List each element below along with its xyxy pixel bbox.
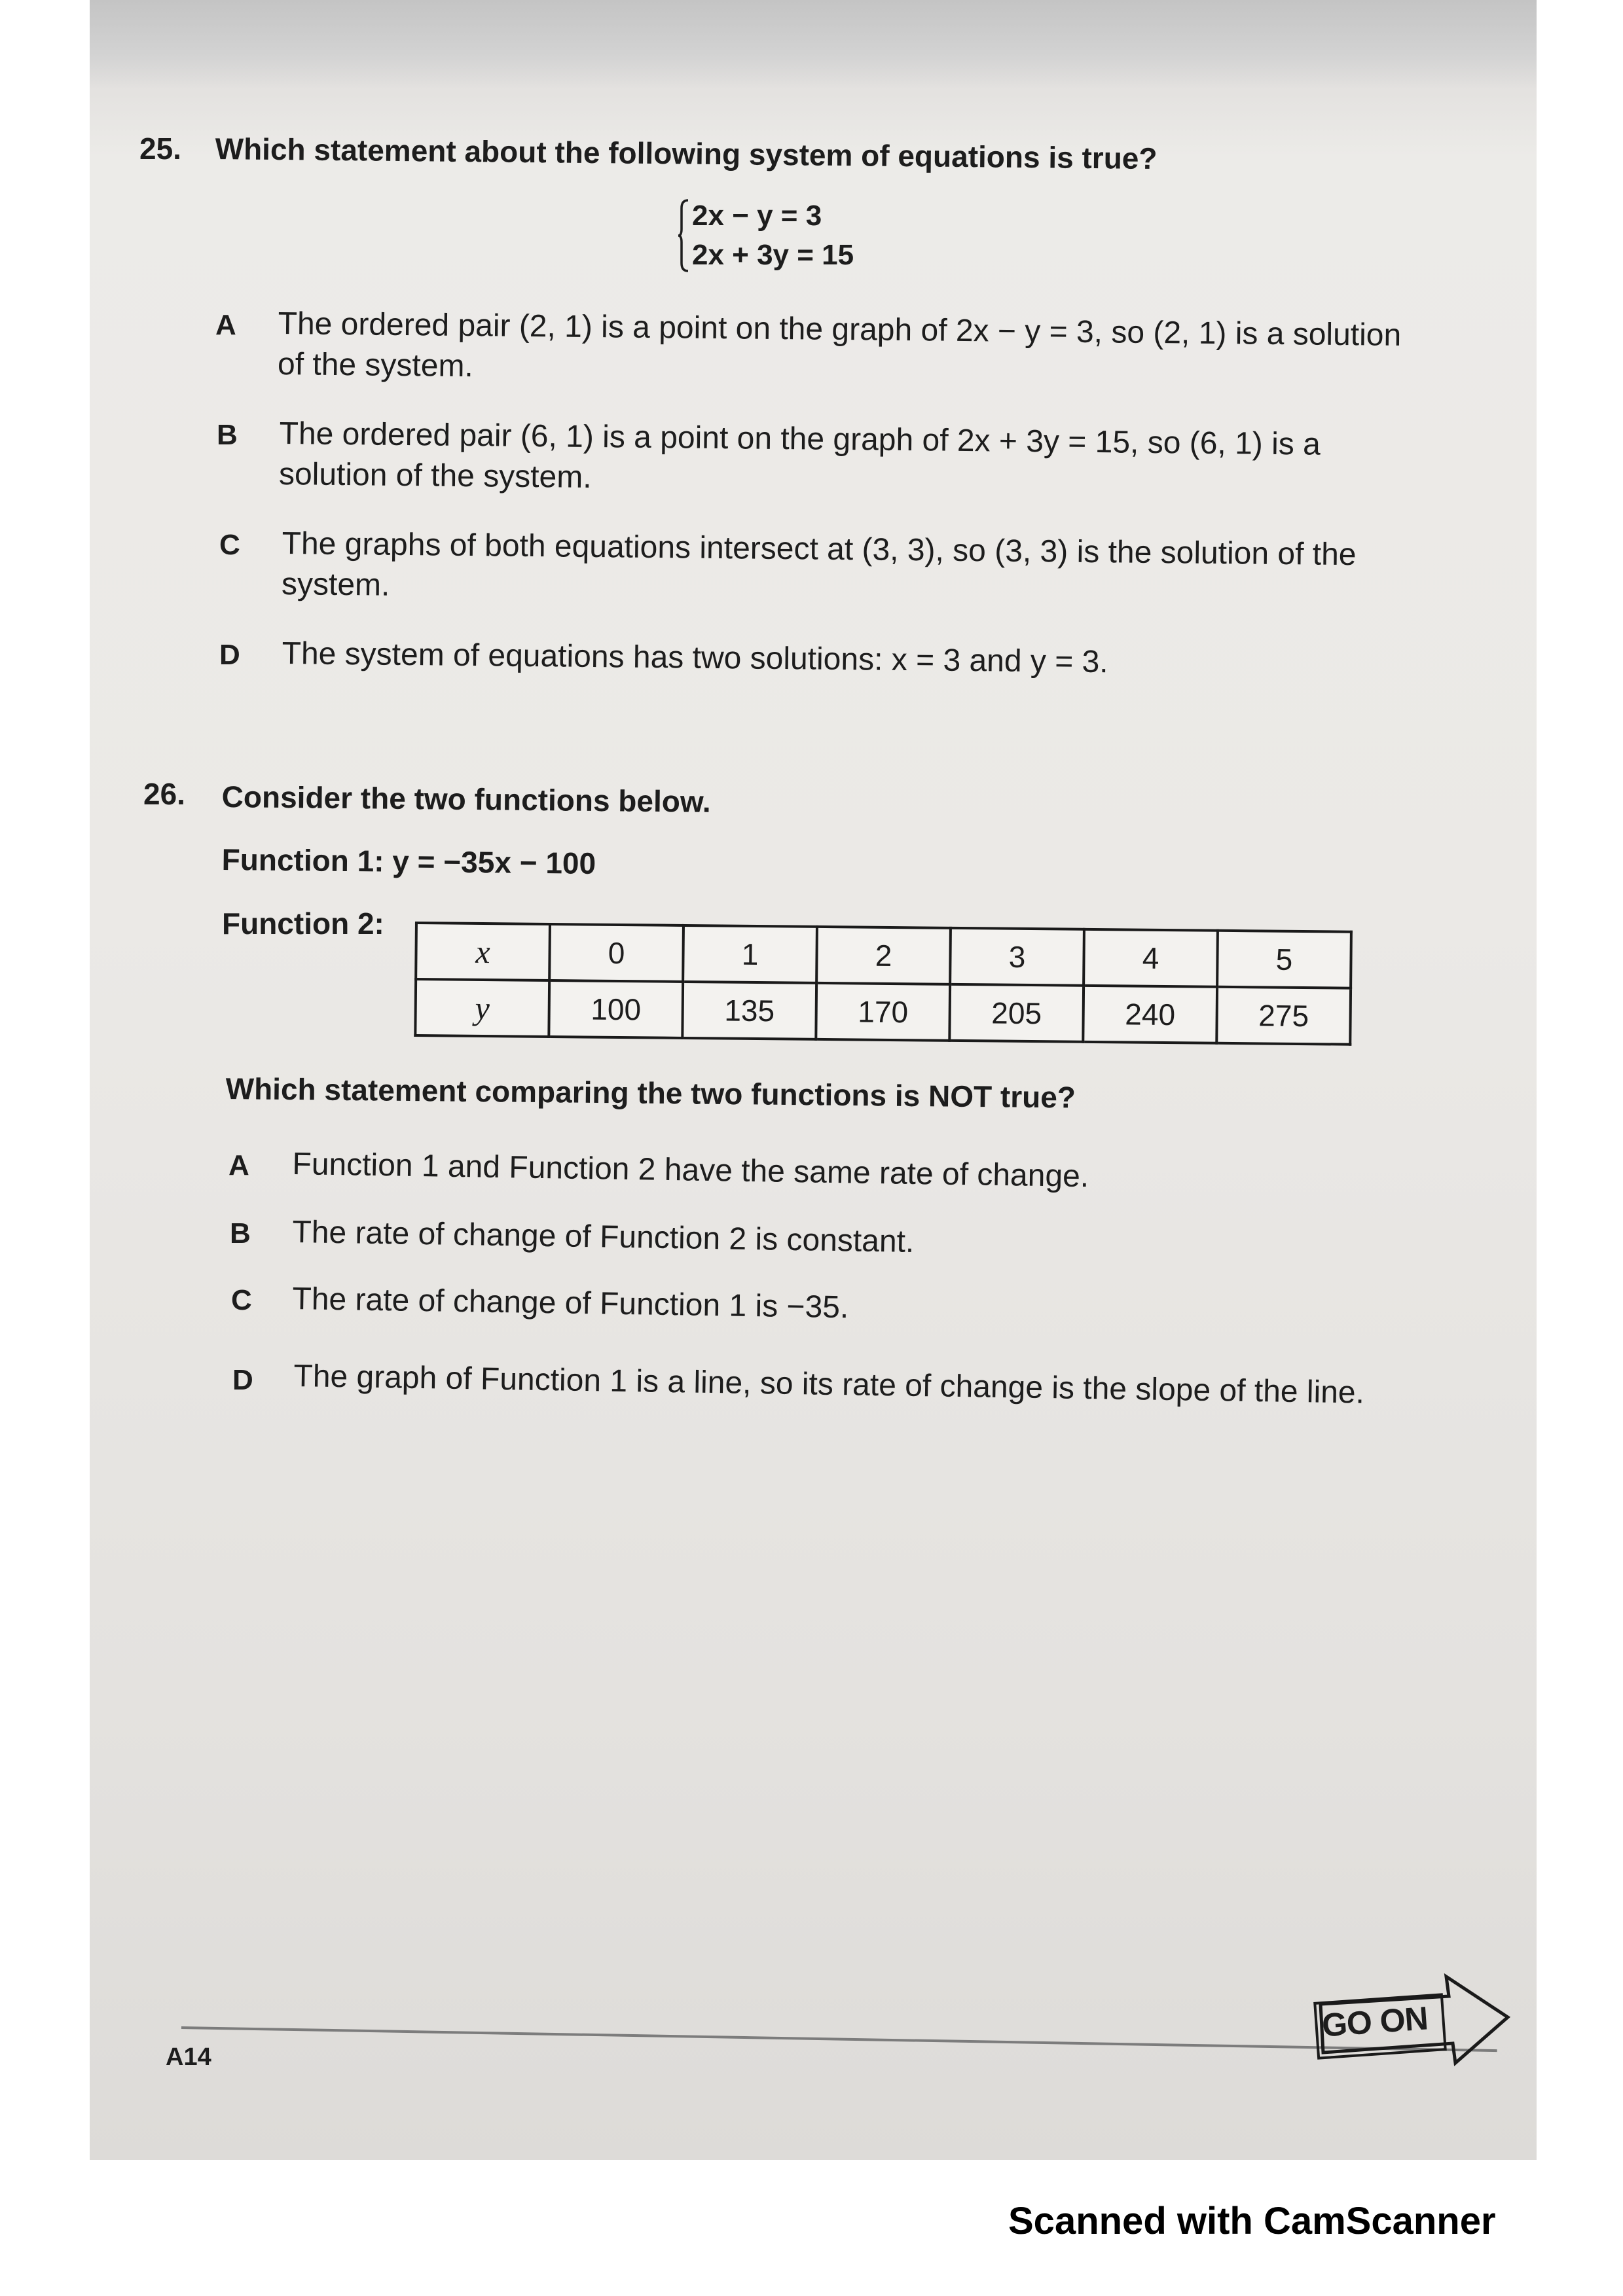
q26-option-b-letter: B	[230, 1217, 251, 1249]
q25-option-b-letter: B	[217, 419, 238, 451]
table-header-x: x	[416, 923, 550, 980]
q25-option-b-line2: solution of the system.	[278, 456, 592, 495]
scanned-page	[90, 0, 1537, 2160]
q25-option-b-line1: The ordered pair (6, 1) is a point on the graph of 2x + 3y = 15, so (6, 1) is a	[279, 416, 1321, 462]
table-cell: 2	[816, 927, 951, 984]
table-cell: 4	[1084, 929, 1218, 987]
table-cell: 205	[949, 984, 1084, 1042]
q26-option-c-letter: C	[231, 1284, 252, 1316]
table-cell: 135	[682, 982, 816, 1039]
q26-option-a-text: Function 1 and Function 2 have the same rate of change.	[292, 1146, 1089, 1194]
footer-rule	[181, 2026, 1497, 2052]
q25-option-d-line1: The system of equations has two solutions: x = 3 and y = 3.	[282, 636, 1108, 680]
function1-equation: y = −35x − 100	[392, 844, 596, 880]
function2-table	[414, 922, 1353, 1046]
brace-icon	[678, 199, 689, 272]
q25-stem: Which statement about the following system of equations is true?	[215, 131, 1158, 176]
q26-option-d-text: The graph of Function 1 is a line, so its rate of change is the slope of the line.	[293, 1358, 1365, 1410]
q25-option-c[interactable]	[282, 524, 1448, 617]
q25-system	[692, 196, 854, 275]
function1	[221, 842, 596, 881]
table-cell: 240	[1083, 986, 1217, 1043]
q25-option-a-letter: A	[215, 309, 236, 341]
q26-option-d[interactable]	[293, 1356, 1459, 1415]
q25-number: 25.	[139, 132, 181, 166]
table-cell: 3	[950, 928, 1084, 986]
table-cell: 170	[816, 983, 950, 1041]
q25-option-d-letter: D	[219, 639, 240, 671]
q26-number: 26.	[143, 777, 185, 811]
q26-stem: Consider the two functions below.	[221, 780, 712, 819]
go-on-label[interactable]: GO ON	[1321, 2000, 1429, 2044]
table-cell: 0	[549, 924, 684, 982]
function1-label: Function 1:	[221, 842, 384, 878]
q25-option-c-line1: The graphs of both equations intersect at (3, 3), so (3, 3) is the solution of the	[282, 526, 1357, 573]
q25-equation-1: 2x − y = 3	[692, 200, 822, 232]
q25-equation-2: 2x + 3y = 15	[692, 239, 854, 271]
table-row-y	[415, 979, 1351, 1045]
q25-option-a-line2: of the system.	[277, 346, 474, 384]
q25-option-a[interactable]	[278, 304, 1444, 397]
q25-option-c-letter: C	[219, 529, 240, 561]
q25-option-c-line2: system.	[281, 566, 390, 603]
q26-option-a[interactable]	[292, 1144, 1458, 1203]
page-id: A14	[166, 2043, 211, 2071]
q25-option-a-line1: The ordered pair (2, 1) is a point on the graph of 2x − y = 3, so (2, 1) is a solution	[278, 306, 1402, 353]
q26-option-c[interactable]	[292, 1279, 1458, 1338]
table-cell: 100	[549, 980, 683, 1038]
table-header-y: y	[415, 979, 549, 1037]
q25-option-b[interactable]	[279, 414, 1445, 507]
q26-option-a-letter: A	[228, 1149, 249, 1181]
table-cell: 5	[1217, 931, 1351, 988]
page-top-shadow	[90, 0, 1537, 88]
table-row-x	[416, 923, 1351, 988]
q25-option-d[interactable]	[282, 634, 1448, 687]
table-cell: 275	[1216, 987, 1351, 1045]
q26-option-b[interactable]	[292, 1212, 1458, 1271]
table-cell: 1	[683, 925, 817, 983]
q26-option-b-text: The rate of change of Function 2 is constant.	[292, 1214, 915, 1259]
q26-option-c-text: The rate of change of Function 1 is −35.	[292, 1281, 849, 1325]
scanner-watermark: Scanned with CamScanner	[1008, 2200, 1496, 2242]
q26-option-d-letter: D	[232, 1364, 253, 1396]
q26-question: Which statement comparing the two functions is NOT true?	[225, 1071, 1076, 1115]
function2-label: Function 2:	[222, 906, 384, 941]
